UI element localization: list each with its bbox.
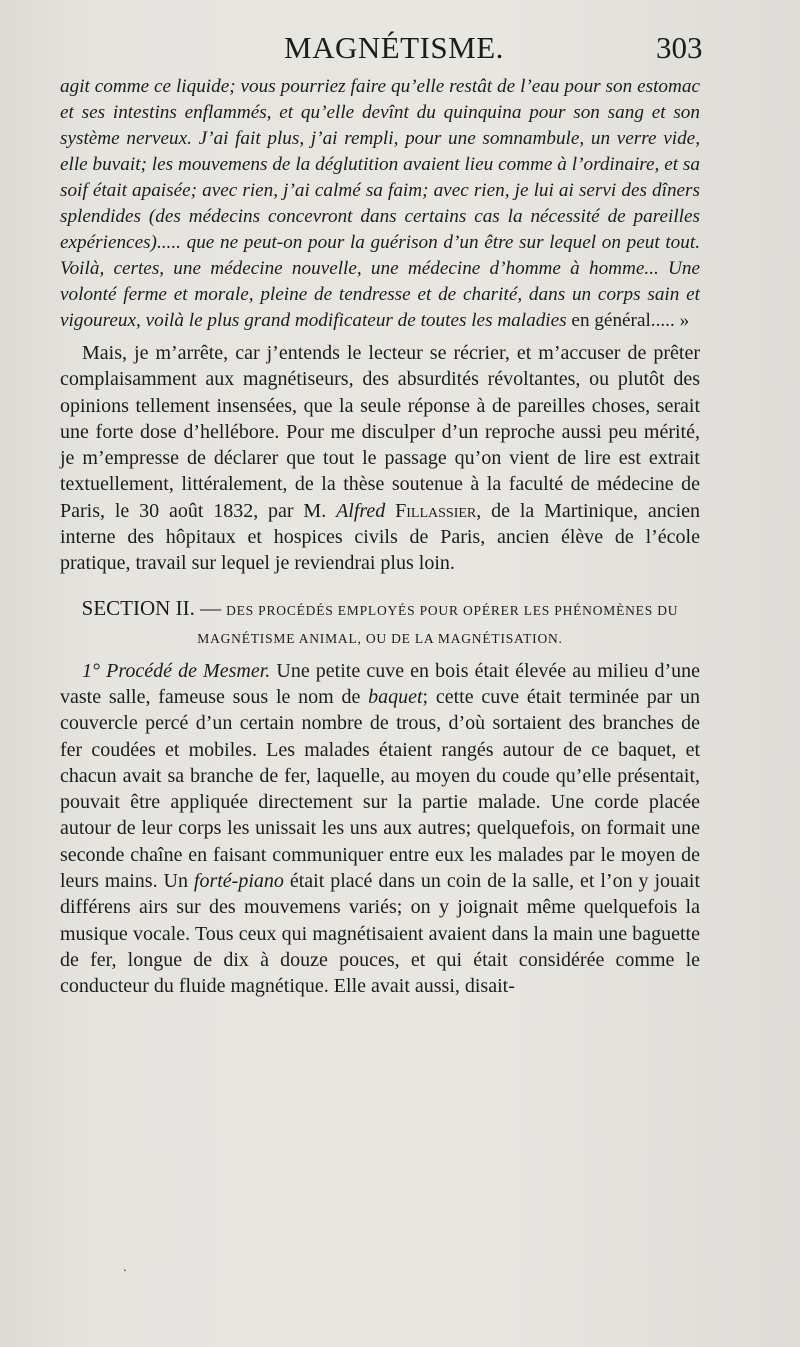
page-header — [0, 24, 800, 64]
para1-before: Mais, je m’arrête, car j’entends le lecteur se récrier, et m’accuser de prêter complaisamment aux magnétiseurs, des absurdités révoltantes, ou plutôt des opinions tellement insensées, que la seule réponse à de pareilles choses, serait une forte dose d’hellébore. Pour me disculper d’un reproche aussi peu mérité, je m’empresse de déclarer que tout le passage qu’on vient de lire est extrait textuellement, littéralement, de la thèse soutenue à la faculté de médecine de Paris, le 30 août 1832, par M. — [60, 342, 700, 522]
para2-part3: était placé dans un coin de la salle, et l’on y jouait différens airs sur des mouvemens variés; on y joignait même quelquefois la musique vocale. Tous ceux qui magnétisaient avaient dans la main une baguette de fer, longue de dix à douze pouces, et qui était considérée comme le conducteur du fluide magnétique. Elle avait aussi, disait- — [60, 870, 700, 998]
author-first-name: Alfred — [336, 499, 386, 522]
section-label: SECTION II. — — [81, 595, 222, 620]
para2-part1: Une petite cuve en bois était élevée au milieu d’une vaste salle, fameuse sous le nom de — [60, 659, 700, 708]
page-body — [60, 74, 700, 1000]
section-title: DES PROCÉDÉS EMPLOYÉS POUR OPÉRER LES PHÉNOMÈNES DU MAGNÉTISME ANIMAL, OU DE LA MAGNÉTISATION. — [197, 602, 679, 646]
quote-closing: en général..... » — [566, 310, 690, 331]
paragraph-author-comment — [60, 340, 700, 577]
para2-part2: ; cette cuve était terminée par un couvercle percé d’un certain nombre de trous, d’où sortaient des branches de fer coudées et mobiles. Les malades étaient rangés autour de ce baquet, et chacun avait sa branche de fer, laquelle, au moyen du coude qu’elle présentait, pouvait être appliquée directement sur la partie malade. Une corde placée autour de leur corps les unissait les uns aux autres; quelquefois, on formait une seconde chaîne en faisant communiquer entre eux les malades par le moyen de leurs mains. Un — [60, 685, 700, 893]
page-number: 303 — [656, 30, 703, 65]
stray-mark: ˛ — [122, 1258, 128, 1272]
author-surname: Fillassier — [385, 499, 477, 522]
paragraph-mesmer — [60, 658, 700, 1000]
section-heading — [60, 595, 700, 652]
term-baquet: baquet — [368, 685, 423, 708]
quote-italic-text: agit comme ce liquide; vous pourriez faire qu’elle restât de l’eau pour son estomac et ses intestins enflammés, et qu’elle devînt du quinquina pour son sang et son système nerveux. J’ai fait plus, j’ai rempli, pour une somnambule, un verre vide, elle buvait; les mouvemens de la déglutition avaient lieu comme à l’ordinaire, et sa soif était apaisée; avec rien, j’ai calmé sa faim; avec rien, je lui ai servi des dîners splendides (des médecins concevront dans certains cas la nécessité de pareilles expériences)..... que ne peut-on pour la guérison d’un être sur lequel on peut tout. Voilà, certes, une médecine nouvelle, une médecine d’homme à homme... Une volonté ferme et morale, pleine de tendresse et de charité, dans un corps sain et vigoureux, voilà le plus grand modificateur de toutes les maladies — [60, 76, 700, 331]
term-forte-piano: forté-piano — [193, 870, 284, 893]
running-head: MAGNÉTISME. — [284, 30, 504, 65]
procedure-title: 1° Procédé de Mesmer. — [82, 659, 271, 682]
para1-after: , de la Martinique, ancien interne des hôpitaux et hospices civils de Paris, ancien élève de l’école pratique, travail sur lequel je reviendrai plus loin. — [60, 499, 701, 575]
quoted-passage — [60, 74, 700, 334]
